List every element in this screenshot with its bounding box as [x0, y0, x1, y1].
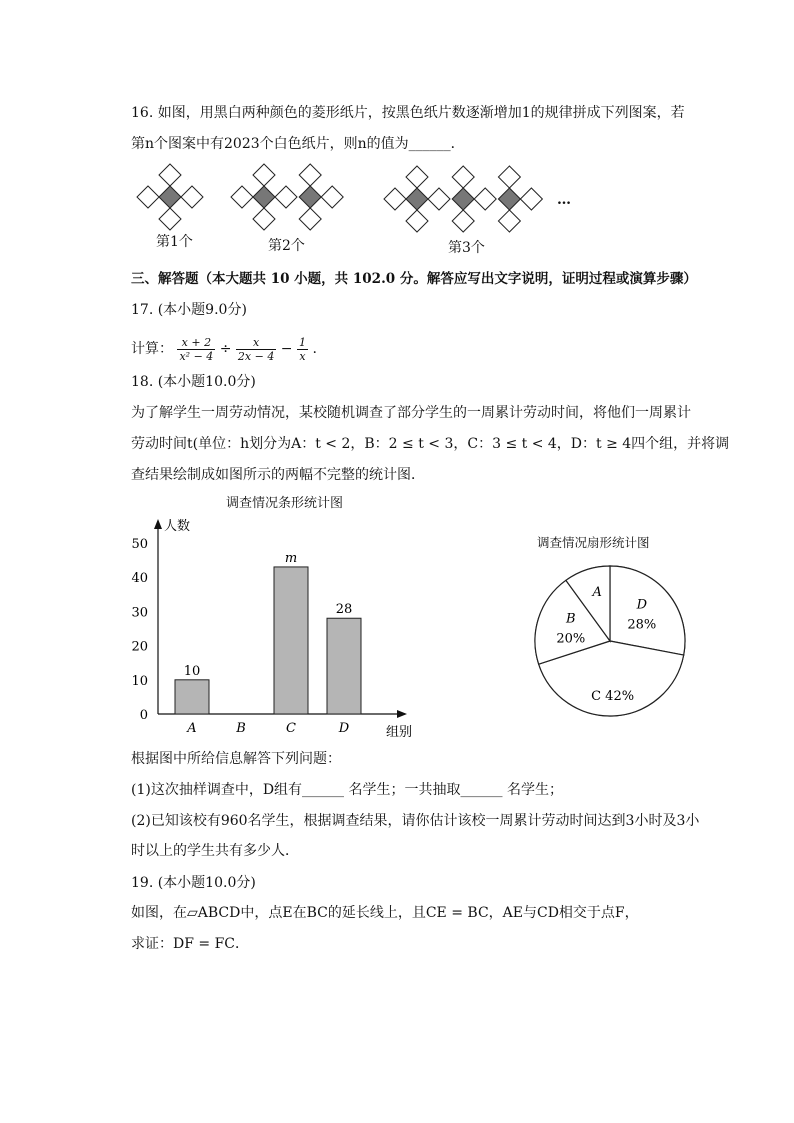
section-3-header: 三、解答题（本大题共 10 小题，共 102.0 分。解答应写出文字说明，证明过程或演算步骤）	[131, 271, 697, 287]
q18-para-2: 劳动时间t(单位：h划分为A：t < 2，B：2 ≤ t < 3，C：3 ≤ t < 4，D：t ≥ 4四个组，并将调	[131, 436, 730, 452]
minus-operator: −	[280, 341, 293, 357]
q18-header: 18. (本小题10.0分)	[131, 374, 256, 390]
q18-para-1: 为了解学生一周劳动情况，某校随机调查了部分学生的一周累计劳动时间，将他们一周累计	[131, 405, 691, 421]
fraction-3-num: 1	[298, 335, 306, 349]
bar-data-label: 28	[335, 602, 353, 618]
pie-slice-label: A	[592, 584, 602, 600]
q18-sub-2a: (2)已知该校有960名学生，根据调查结果，请你估计该校一周累计劳动时间达到3小时及3小	[131, 813, 700, 829]
fraction-2-num: x	[236, 336, 276, 350]
figure-3-caption: 第3个	[448, 240, 485, 256]
q18-instruction: 根据图中所给信息解答下列问题：	[131, 751, 341, 767]
q16-line1: 16. 如图，用黑白两种颜色的菱形纸片，按黑色纸片数逐渐增加1的规律拼成下列图案，若	[131, 105, 685, 121]
y-axis-label: 人数	[164, 519, 191, 534]
expression-end: .	[312, 341, 317, 357]
y-tick-label: 20	[131, 639, 148, 655]
x-axis-label: 组别	[386, 725, 413, 740]
pie-slice-label: B	[565, 611, 576, 627]
fraction-1-den: x² − 4	[179, 349, 214, 363]
bar-data-label: 10	[183, 663, 201, 679]
x-tick-label: A	[187, 721, 197, 736]
pie-pct-label: C 42%	[591, 689, 635, 705]
x-tick-label: C	[286, 721, 296, 736]
x-tick-label: D	[338, 721, 350, 736]
q19-header: 19. (本小题10.0分)	[131, 875, 256, 891]
y-tick-label: 50	[131, 537, 148, 552]
fraction-3-den: x	[299, 349, 306, 363]
q18-para-3: 查结果绘制成如图所示的两幅不完整的统计图．	[131, 467, 425, 483]
q19-para-1: 如图，在▱ABCD中，点E在BC的延长线上，且CE = BC，AE与CD相交于点F，	[131, 905, 639, 921]
y-tick-label: 10	[131, 673, 148, 689]
bar-chart-title: 调查情况条形统计图	[226, 496, 344, 511]
pie-pct-label: 28%	[627, 617, 657, 633]
q18-sub-1: (1)这次抽样调查中，D组有______ 名学生；一共抽取______ 名学生；	[131, 782, 563, 798]
divide-operator: ÷	[219, 341, 232, 357]
y-tick-label: 0	[139, 708, 148, 723]
figure-1-caption: 第1个	[156, 234, 193, 250]
q17-header: 17. (本小题9.0分)	[131, 302, 247, 318]
figure-2-caption: 第2个	[268, 238, 305, 254]
pattern-ellipsis: …	[557, 192, 571, 208]
q16-line2: 第n个图案中有2023个白色纸片，则n的值为______．	[131, 136, 465, 152]
calc-label: 计算：	[131, 341, 173, 357]
q18-sub-2b: 时以上的学生共有多少人．	[131, 843, 299, 859]
x-tick-label: B	[236, 721, 246, 736]
pie-slice-label: D	[636, 597, 648, 613]
pie-slice	[610, 566, 685, 655]
pie-pct-label: 20%	[556, 631, 586, 647]
pie-chart-title: 调查情况扇形统计图	[537, 535, 650, 550]
y-tick-label: 30	[131, 605, 148, 621]
bar-data-label: m	[284, 550, 298, 566]
y-tick-label: 40	[131, 571, 148, 587]
fraction-2-den: 2x − 4	[237, 349, 275, 363]
q19-para-2: 求证：DF = FC．	[131, 936, 249, 952]
fraction-1-num: x + 2	[177, 336, 215, 350]
